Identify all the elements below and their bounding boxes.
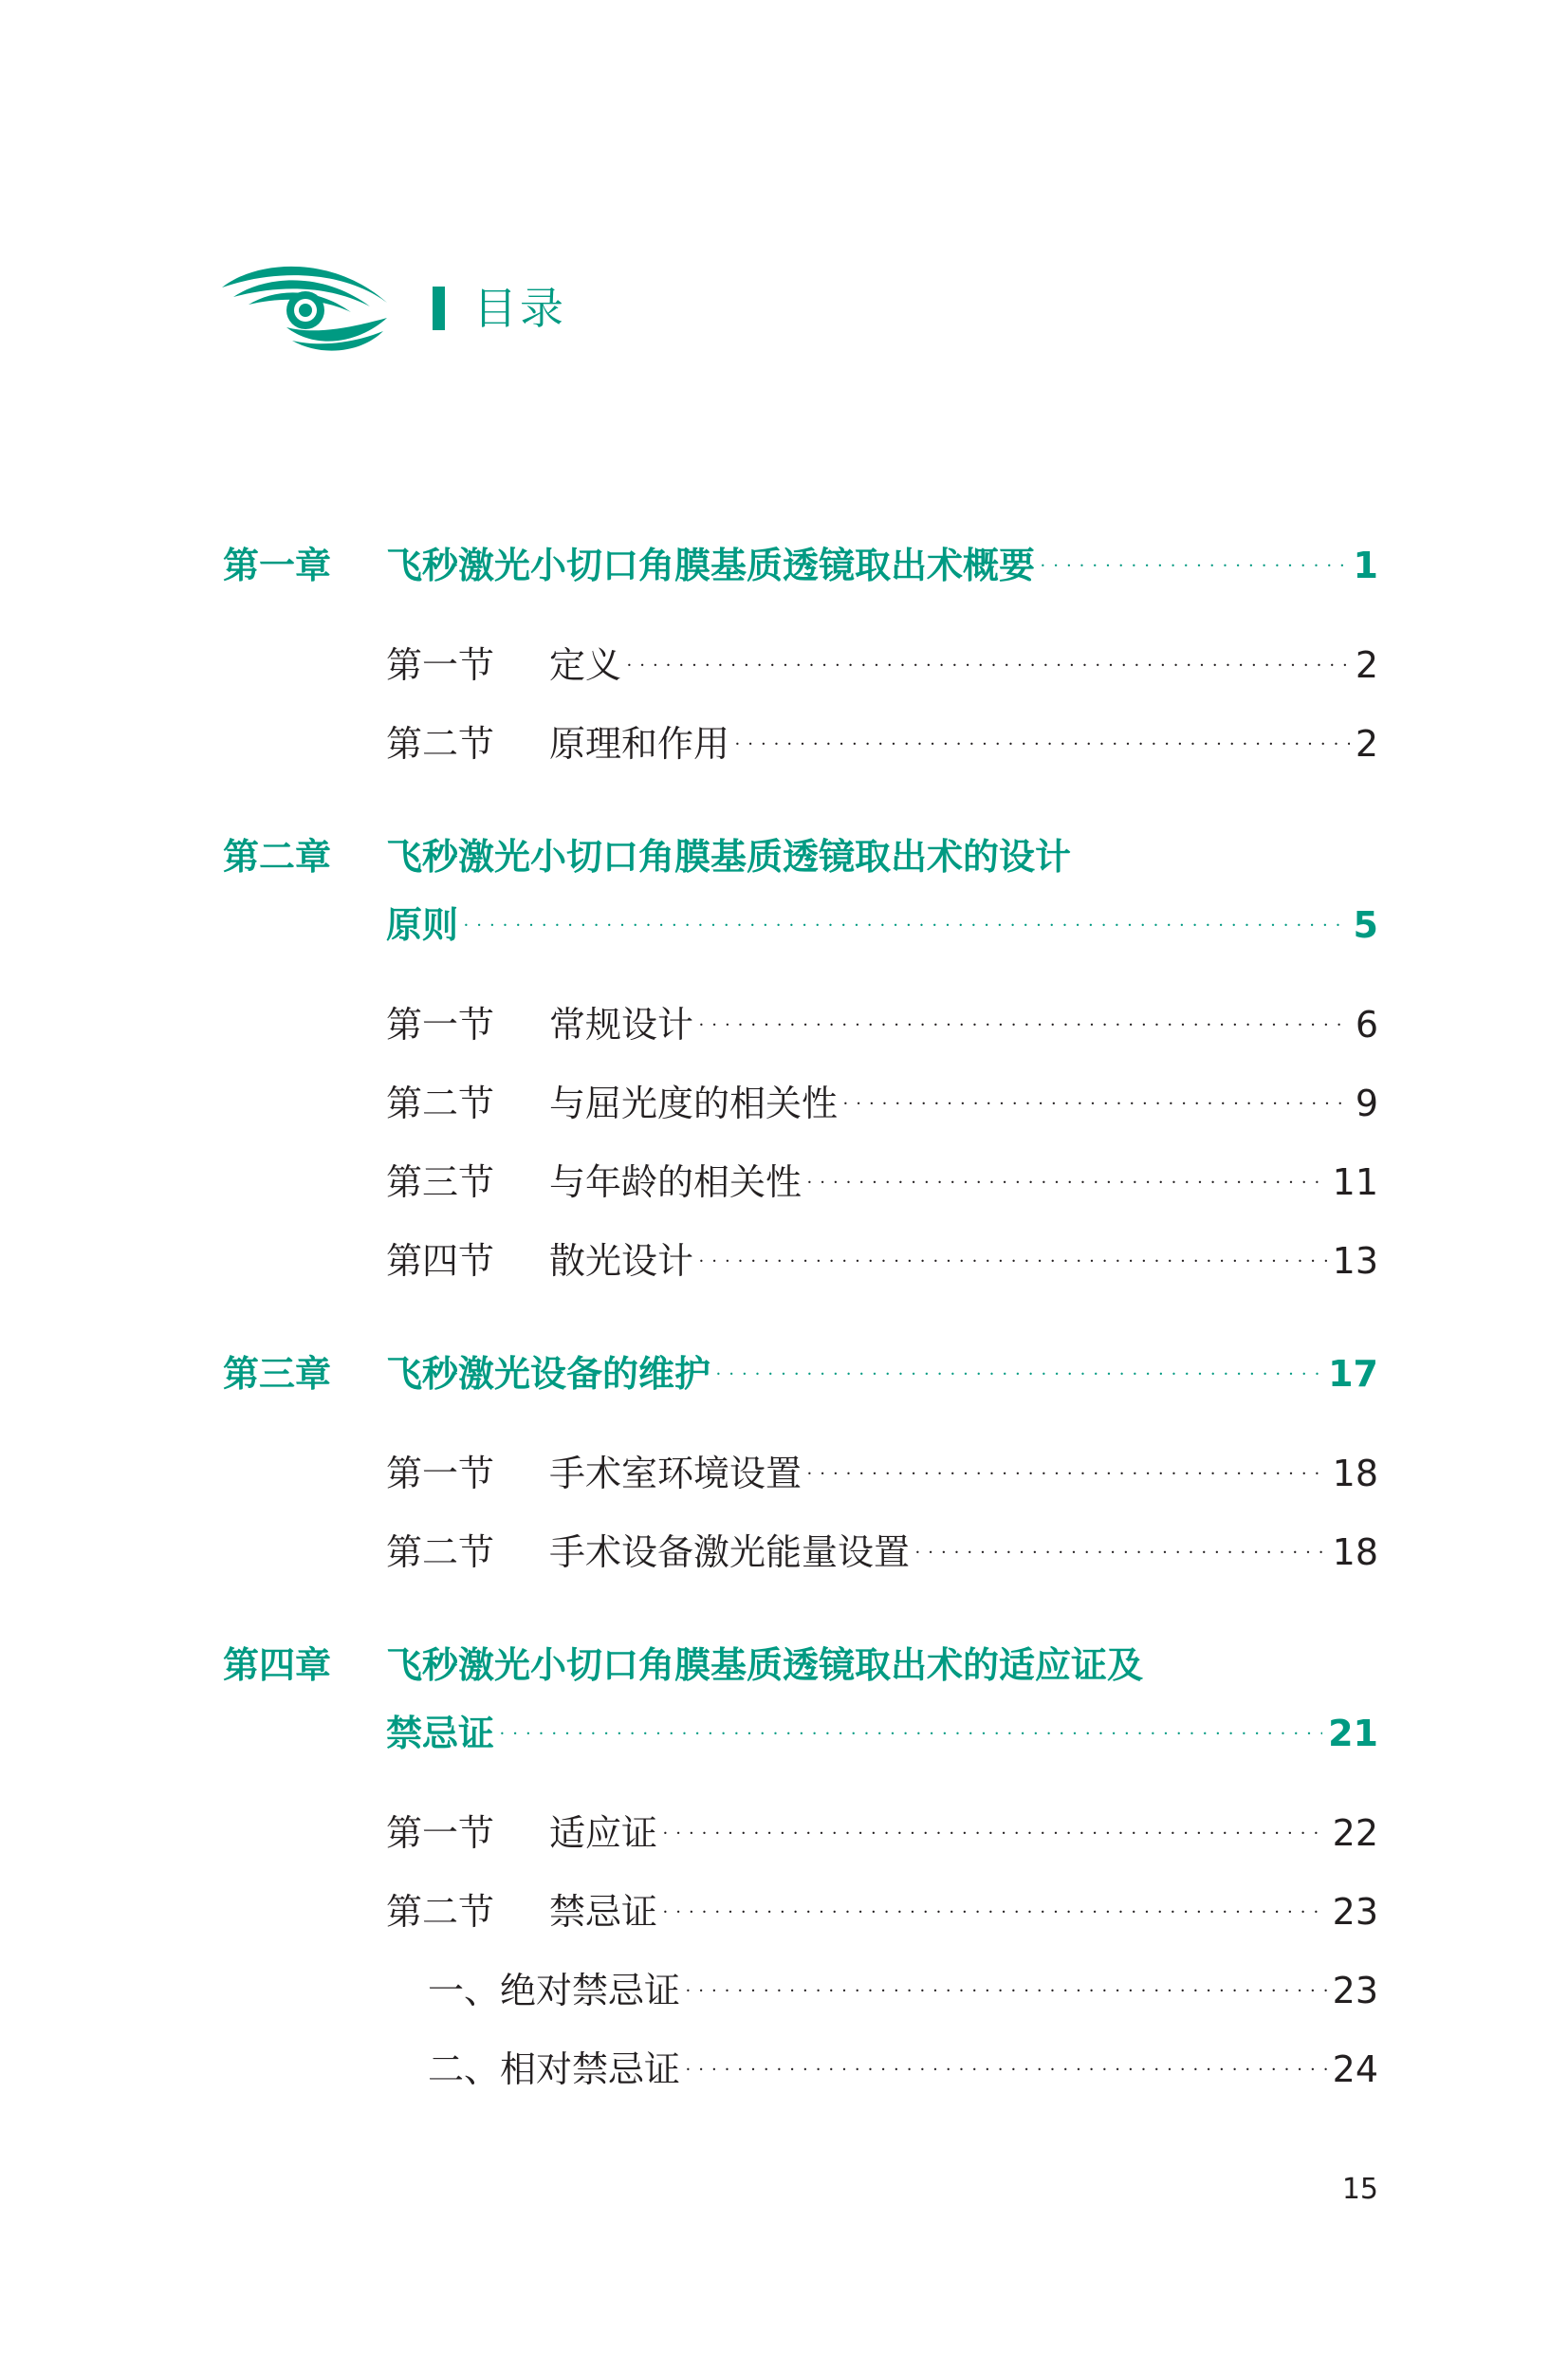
section-title: 与年龄的相关性 xyxy=(549,1161,802,1203)
toc-section[interactable] xyxy=(223,1518,1378,1597)
subsection-page: 23 xyxy=(1332,1970,1378,2011)
section-label: 第一节 xyxy=(386,644,495,686)
chapter-title-continued: 原则 xyxy=(386,904,459,946)
toc-section[interactable] xyxy=(223,710,1378,788)
section-title: 手术室环境设置 xyxy=(549,1453,802,1494)
section-page: 18 xyxy=(1332,1453,1378,1494)
toc-header xyxy=(220,256,566,361)
toc-chapter-2-cont[interactable] xyxy=(223,891,1378,970)
chapter-page: 1 xyxy=(1353,545,1378,586)
section-page: 23 xyxy=(1332,1891,1378,1933)
dot-leader xyxy=(843,1065,1350,1139)
dot-leader xyxy=(716,1335,1322,1409)
section-label: 第三节 xyxy=(386,1161,495,1203)
page-title: 目录 xyxy=(473,283,566,334)
toc-section[interactable] xyxy=(223,1439,1378,1518)
toc-subsection[interactable] xyxy=(223,2035,1378,2114)
section-page: 18 xyxy=(1332,1531,1378,1573)
toc-section[interactable] xyxy=(223,1799,1378,1878)
dot-leader xyxy=(807,1143,1327,1217)
section-label: 第二节 xyxy=(386,1891,495,1933)
dot-leader xyxy=(686,2030,1327,2104)
section-title: 散光设计 xyxy=(549,1240,694,1282)
chapter-title: 飞秒激光小切口角膜基质透镜取出术概要 xyxy=(386,545,1036,586)
dot-leader xyxy=(464,886,1348,960)
chapter-label: 第三章 xyxy=(223,1353,332,1395)
chapter-title: 飞秒激光小切口角膜基质透镜取出术的设计 xyxy=(386,836,1072,878)
section-page: 6 xyxy=(1355,1004,1378,1046)
section-label: 第二节 xyxy=(386,1531,495,1573)
toc-chapter-4-cont[interactable] xyxy=(223,1699,1378,1778)
toc-chapter-4[interactable] xyxy=(223,1631,1378,1699)
subsection-title: 一、绝对禁忌证 xyxy=(428,1970,681,2011)
section-page: 11 xyxy=(1332,1161,1378,1203)
table-of-contents xyxy=(223,531,1378,2114)
toc-section[interactable] xyxy=(223,1878,1378,1956)
dot-leader xyxy=(699,1222,1327,1296)
section-title: 原理和作用 xyxy=(549,723,730,765)
toc-chapter-3[interactable] xyxy=(223,1340,1378,1418)
title-accent-bar xyxy=(433,287,445,330)
chapter-label: 第四章 xyxy=(223,1644,332,1686)
section-page: 13 xyxy=(1332,1240,1378,1282)
dot-leader xyxy=(663,1873,1327,1947)
toc-section[interactable] xyxy=(223,991,1378,1069)
section-title: 定义 xyxy=(549,644,622,686)
subsection-title: 二、相对禁忌证 xyxy=(428,2048,681,2090)
chapter-title: 飞秒激光小切口角膜基质透镜取出术的适应证及 xyxy=(386,1644,1144,1686)
chapter-page: 17 xyxy=(1328,1353,1378,1395)
section-label: 第一节 xyxy=(386,1004,495,1046)
toc-section[interactable] xyxy=(223,1069,1378,1148)
dot-leader xyxy=(1041,527,1348,601)
chapter-label: 第二章 xyxy=(223,836,332,878)
chapter-page: 21 xyxy=(1328,1713,1378,1754)
chapter-title: 飞秒激光设备的维护 xyxy=(386,1353,711,1395)
section-label: 第一节 xyxy=(386,1453,495,1494)
page-number: 15 xyxy=(1341,2173,1378,2206)
section-title: 常规设计 xyxy=(549,1004,694,1046)
dot-leader xyxy=(663,1794,1327,1868)
eye-logo-icon xyxy=(220,261,389,356)
subsection-page: 24 xyxy=(1332,2048,1378,2090)
dot-leader xyxy=(735,705,1350,779)
section-title: 与屈光度的相关性 xyxy=(549,1083,839,1124)
section-title: 手术设备激光能量设置 xyxy=(549,1531,911,1573)
section-page: 9 xyxy=(1355,1083,1378,1124)
toc-section[interactable] xyxy=(223,1148,1378,1227)
section-label: 第二节 xyxy=(386,723,495,765)
dot-leader xyxy=(699,986,1350,1060)
dot-leader xyxy=(686,1952,1327,2026)
toc-chapter-1[interactable] xyxy=(223,531,1378,610)
dot-leader xyxy=(915,1513,1327,1587)
section-title: 禁忌证 xyxy=(549,1891,658,1933)
toc-section[interactable] xyxy=(223,631,1378,710)
section-label: 第四节 xyxy=(386,1240,495,1282)
toc-section[interactable] xyxy=(223,1227,1378,1306)
section-page: 2 xyxy=(1355,644,1378,686)
dot-leader xyxy=(627,626,1350,700)
section-label: 第二节 xyxy=(386,1083,495,1124)
dot-leader xyxy=(500,1695,1322,1769)
section-label: 第一节 xyxy=(386,1812,495,1854)
section-page: 2 xyxy=(1355,723,1378,765)
toc-subsection[interactable] xyxy=(223,1956,1378,2035)
toc-chapter-2[interactable] xyxy=(223,823,1378,891)
chapter-title-continued: 禁忌证 xyxy=(386,1713,495,1754)
dot-leader xyxy=(807,1435,1327,1509)
chapter-page: 5 xyxy=(1353,904,1378,946)
section-title: 适应证 xyxy=(549,1812,658,1854)
chapter-label: 第一章 xyxy=(223,545,332,586)
section-page: 22 xyxy=(1332,1812,1378,1854)
